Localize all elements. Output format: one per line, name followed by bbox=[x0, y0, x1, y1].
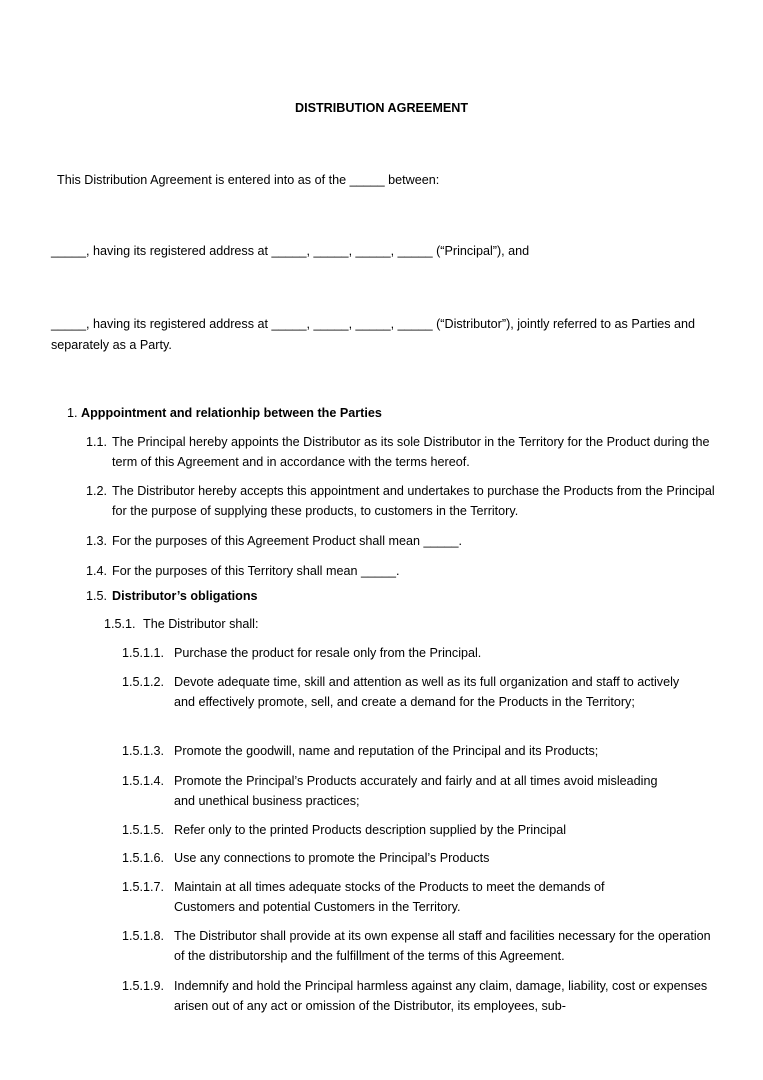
clause-text: For the purposes of this Territory shall mean _____. bbox=[112, 564, 400, 578]
clause-1-5-1-5 bbox=[122, 820, 718, 840]
clause-text: The Distributor hereby accepts this appointment and undertakes to purchase the Products from the Principal for the purpose of supplying these products, to customers in the Territory. bbox=[112, 484, 715, 518]
section-heading: Apppointment and relationhip between the Parties bbox=[81, 406, 382, 420]
clause-number: 1.5. bbox=[86, 589, 108, 603]
clause-number: 1.5.1.6. bbox=[122, 851, 165, 865]
clause-1-5-1-4 bbox=[122, 771, 718, 811]
clause-1-5-1-2 bbox=[122, 672, 718, 712]
clause-number: 1.5.1.4. bbox=[122, 774, 165, 788]
clause-1-5-1-8 bbox=[122, 926, 718, 966]
clause-number: 1.5.1.5. bbox=[122, 823, 165, 837]
clause-number: 1.5.1.2. bbox=[122, 675, 165, 689]
clause-text: Promote the Principal’s Products accurately and fairly and at all times avoid misleading and unethical business practices; bbox=[174, 774, 658, 808]
clause-1-5-1-9 bbox=[122, 976, 718, 1016]
clause-number: 1.5.1.8. bbox=[122, 929, 165, 943]
clause-text: Use any connections to promote the Principal’s Products bbox=[174, 851, 490, 865]
clause-1-5 bbox=[86, 586, 718, 606]
clause-text: Devote adequate time, skill and attention as well as its full organization and staff to actively and effectively promote, sell, and create a demand for the Products in the Territory; bbox=[174, 675, 680, 709]
clause-text: For the purposes of this Agreement Product shall mean _____. bbox=[112, 534, 463, 548]
clause-text: The Distributor shall provide at its own expense all staff and facilities necessary for the operation of the distributorship and the fulfillment of the terms of this Agreement. bbox=[174, 929, 711, 963]
clause-1-3 bbox=[86, 531, 718, 551]
clause-text: Refer only to the printed Products description supplied by the Principal bbox=[174, 823, 567, 837]
clause-1-5-1-7 bbox=[122, 877, 718, 917]
section-number: 1. bbox=[67, 406, 78, 420]
clause-text: Purchase the product for resale only from the Principal. bbox=[174, 646, 482, 660]
clause-text: The Principal hereby appoints the Distributor as its sole Distributor in the Territory for the Product during the term of this Agreement and in accordance with the terms hereof. bbox=[112, 435, 710, 469]
clause-number: 1.5.1.9. bbox=[122, 979, 165, 993]
clause-1-5-1-3 bbox=[122, 741, 718, 761]
clause-text: Indemnify and hold the Principal harmless against any claim, damage, liability, cost or expenses arisen out of any act or omission of the Distributor, its employees, sub- bbox=[174, 979, 708, 1013]
clause-number: 1.4. bbox=[86, 564, 108, 578]
clause-1-5-1-6 bbox=[122, 848, 718, 868]
clause-number: 1.5.1.1. bbox=[122, 646, 165, 660]
clause-number: 1.5.1. bbox=[104, 617, 136, 631]
clause-text: Promote the goodwill, name and reputation of the Principal and its Products; bbox=[174, 744, 599, 758]
clause-1-4 bbox=[86, 561, 718, 581]
clause-text: Maintain at all times adequate stocks of the Products to meet the demands of Customers and potential Customers in the Territory. bbox=[174, 880, 605, 914]
distributor-party-paragraph: _____, having its registered address at _____, _____, _____, _____ (“Distributor”), jointly referred to as Parties and separately as a Party. bbox=[51, 317, 696, 352]
document-title: DISTRIBUTION AGREEMENT bbox=[294, 101, 469, 115]
clause-number: 1.5.1.3. bbox=[122, 744, 165, 758]
intro-paragraph: This Distribution Agreement is entered into as of the _____ between: bbox=[57, 173, 440, 187]
clause-1-1 bbox=[86, 432, 718, 472]
clause-1-5-1 bbox=[104, 614, 718, 634]
clause-1-5-1-1 bbox=[122, 643, 718, 663]
section-1 bbox=[67, 403, 727, 423]
principal-party-paragraph: _____, having its registered address at _____, _____, _____, _____ (“Principal”), and bbox=[51, 244, 530, 258]
clause-heading: Distributor’s obligations bbox=[112, 589, 258, 603]
clause-number: 1.3. bbox=[86, 534, 108, 548]
clause-number: 1.1. bbox=[86, 435, 108, 449]
clause-number: 1.2. bbox=[86, 484, 108, 498]
clause-1-2 bbox=[86, 481, 718, 521]
clause-number: 1.5.1.7. bbox=[122, 880, 165, 894]
clause-text: The Distributor shall: bbox=[143, 617, 259, 631]
